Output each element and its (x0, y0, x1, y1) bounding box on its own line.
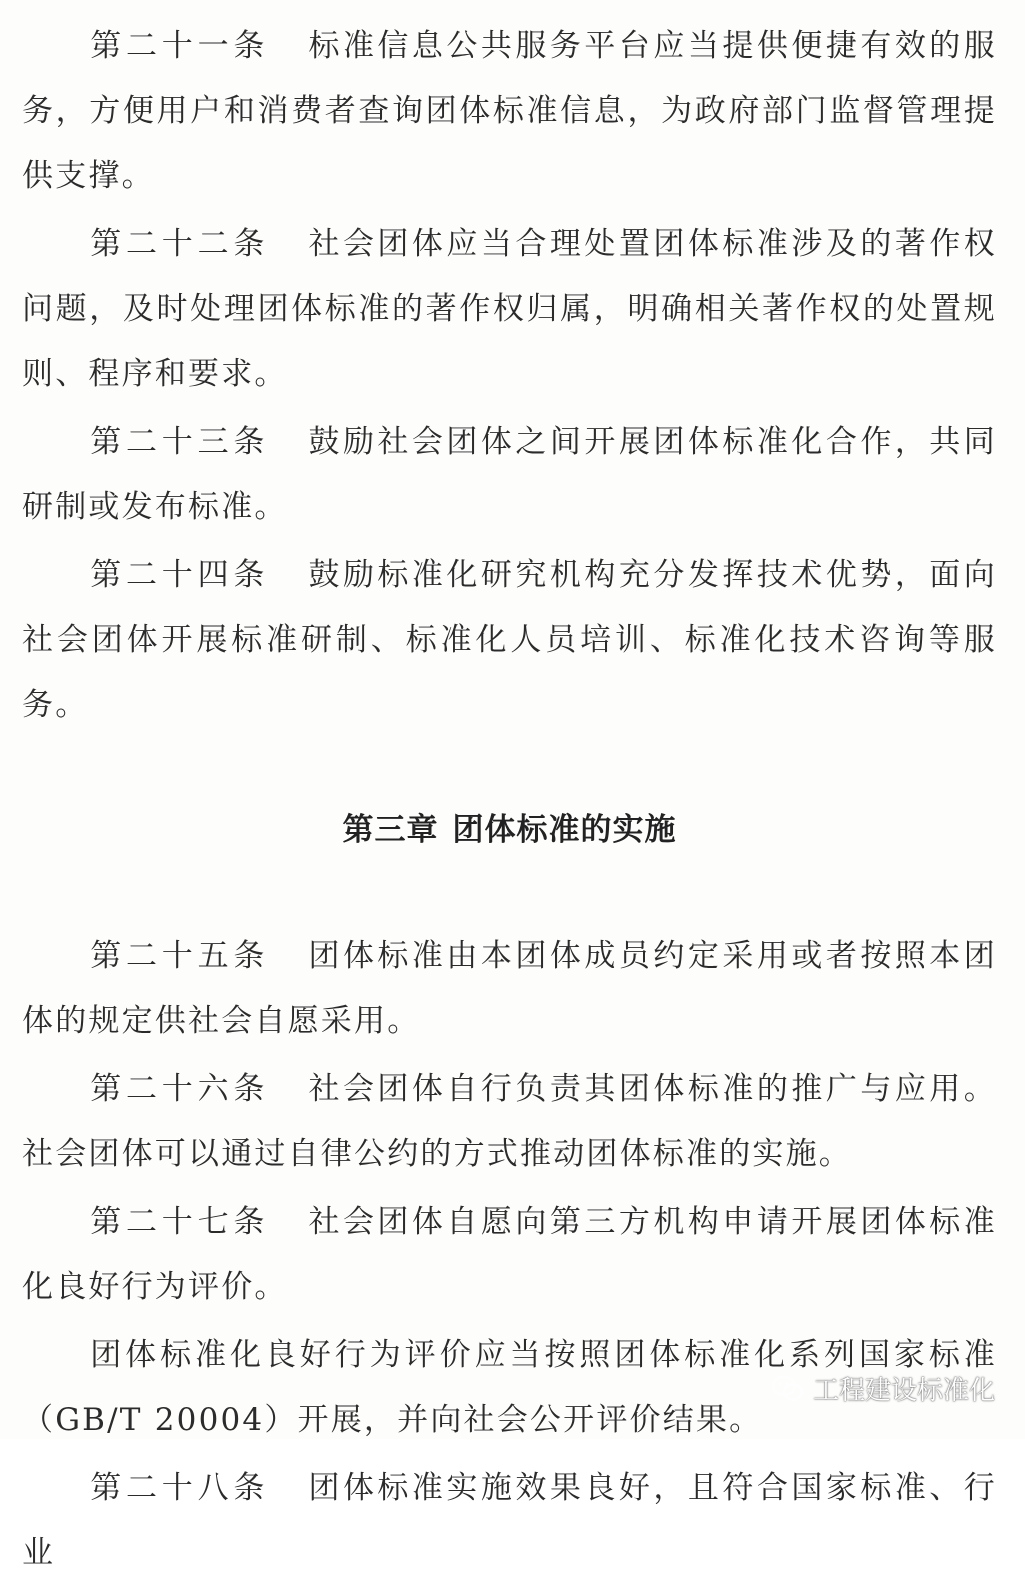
article-text: 标准信息公共服务平台应当提供便捷有效的服务，方便用户和消费者查询团体标准信息，为政府部门监督管理提供支撑。 (22, 28, 998, 194)
article-22 (22, 212, 997, 407)
wechat-icon (771, 1375, 805, 1403)
article-text: 团体标准由本团体成员约定采用或者按照本团体的规定供社会自愿采用。 (22, 938, 998, 1039)
article-25 (22, 924, 997, 1054)
article-27 (22, 1190, 997, 1320)
article-24 (22, 543, 997, 738)
article-26 (22, 1057, 997, 1187)
article-number: 第二十五条 (90, 938, 270, 974)
article-23 (22, 410, 997, 540)
chapter-heading (22, 800, 997, 860)
document-body (22, 14, 997, 1589)
article-number: 第二十二条 (90, 226, 270, 262)
article-text: 社会团体应当合理处置团体标准涉及的著作权问题，及时处理团体标准的著作权归属，明确相关著作权的处置规则、程序和要求。 (22, 226, 998, 392)
article-number: 第二十一条 (90, 28, 270, 64)
article-text: 鼓励社会团体之间开展团体标准化合作，共同研制或发布标准。 (22, 424, 998, 525)
article-text: 团体标准实施效果良好，且符合国家标准、行业 (22, 1470, 998, 1571)
article-number: 第二十四条 (90, 557, 270, 593)
article-text: 鼓励标准化研究机构充分发挥技术优势，面向社会团体开展标准研制、标准化人员培训、标准化技术咨询等服务。 (22, 557, 998, 723)
article-28 (22, 1456, 997, 1586)
chapter-number: 第三章 (342, 812, 439, 848)
article-text: 社会团体自愿向第三方机构申请开展团体标准化良好行为评价。 (22, 1204, 998, 1305)
article-text: 社会团体自行负责其团体标准的推广与应用。社会团体可以通过自律公约的方式推动团体标准的实施。 (22, 1071, 998, 1172)
article-text: 团体标准化良好行为评价应当按照团体标准化系列国家标准（GB/T 20004）开展，并向社会公开评价结果。 (22, 1337, 997, 1438)
watermark-text: 工程建设标准化 (812, 1376, 995, 1406)
article-number: 第二十七条 (90, 1204, 270, 1240)
article-number: 第二十三条 (90, 424, 270, 460)
article-21 (22, 14, 997, 209)
article-number: 第二十六条 (90, 1071, 270, 1107)
chapter-title: 团体标准的实施 (452, 812, 677, 848)
watermark (771, 1370, 995, 1407)
article-number: 第二十八条 (90, 1470, 270, 1506)
